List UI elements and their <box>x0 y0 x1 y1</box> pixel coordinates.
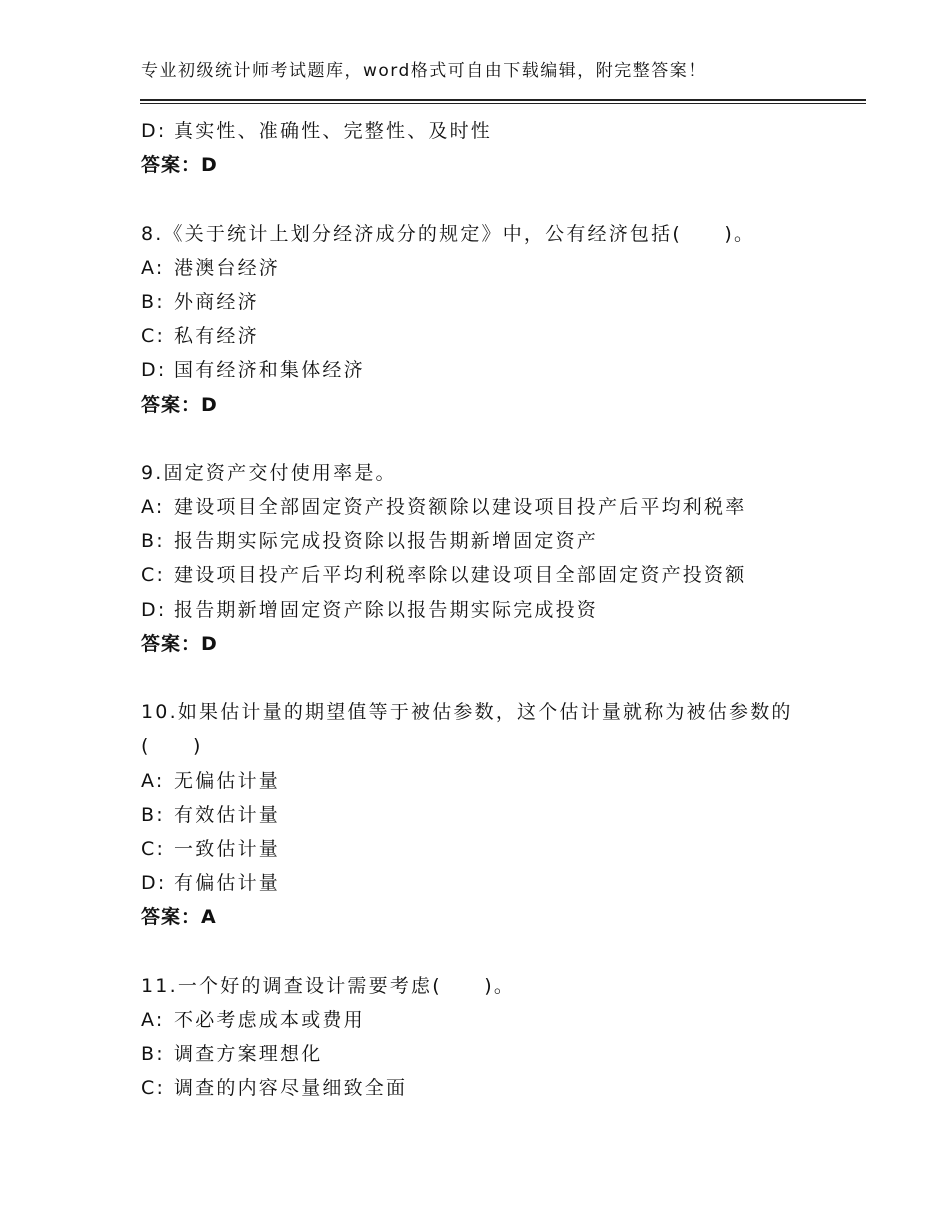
option-line <box>141 1037 841 1071</box>
option-text: 港澳台经济 <box>174 256 281 279</box>
option-key: D: <box>141 120 167 142</box>
spacer <box>141 182 841 216</box>
option-text: 报告期新增固定资产除以报告期实际完成投资 <box>174 598 599 621</box>
option-text: 国有经济和集体经济 <box>174 359 365 382</box>
answer-line: 答案：D <box>141 393 218 416</box>
option-line <box>141 524 841 558</box>
option-key: C: <box>141 325 166 348</box>
option-line <box>141 319 841 353</box>
option-text: 无偏估计量 <box>174 769 281 792</box>
option-line <box>141 866 841 900</box>
question-stem: 8.《关于统计上划分经济成分的规定》中，公有经济包括( )。 <box>141 222 756 245</box>
option-key: B: <box>141 290 165 313</box>
option-text: 私有经济 <box>174 325 259 348</box>
option-line <box>141 1003 841 1037</box>
option-key: B: <box>141 1043 165 1066</box>
question-list <box>141 114 841 1105</box>
question-stem: 10.如果估计量的期望值等于被估参数，这个估计量就称为被估参数的 <box>141 701 793 724</box>
option-text: 调查方案理想化 <box>174 1043 323 1066</box>
spacer <box>141 935 841 969</box>
option-text: 真实性、准确性、完整性、及时性 <box>174 120 493 142</box>
header-divider-thin <box>140 103 866 104</box>
option-key: D: <box>141 872 167 895</box>
question-stem-continued: ( ) <box>141 735 203 758</box>
question-stem: 11.一个好的调查设计需要考虑( )。 <box>141 974 516 997</box>
option-key: C: <box>141 564 166 587</box>
option-text: 有效估计量 <box>174 803 281 826</box>
option-line <box>141 558 841 592</box>
spacer <box>141 661 841 695</box>
option-line <box>141 593 841 627</box>
option-key: B: <box>141 530 165 553</box>
option-key: D: <box>141 359 167 382</box>
option-key: C: <box>141 1077 166 1100</box>
answer-line: 答案：D <box>141 154 218 177</box>
option-line <box>141 832 841 866</box>
answer-line: 答案：D <box>141 632 218 655</box>
option-text: 有偏估计量 <box>174 872 281 895</box>
option-key: A: <box>141 256 165 279</box>
question-stem: 9.固定资产交付使用率是。 <box>141 461 397 484</box>
option-line <box>141 490 841 524</box>
option-line <box>141 114 841 148</box>
option-text: 建设项目投产后平均利税率除以建设项目全部固定资产投资额 <box>174 564 747 587</box>
option-key: A: <box>141 1008 165 1031</box>
option-text: 调查的内容尽量细致全面 <box>174 1077 408 1100</box>
option-line <box>141 285 841 319</box>
option-line <box>141 764 841 798</box>
option-line <box>141 1071 841 1105</box>
option-key: B: <box>141 803 165 826</box>
option-text: 外商经济 <box>174 290 259 313</box>
option-line <box>141 353 841 387</box>
option-key: A: <box>141 496 165 519</box>
answer-line: 答案：A <box>141 906 217 929</box>
spacer <box>141 422 841 456</box>
option-key: A: <box>141 769 165 792</box>
option-text: 建设项目全部固定资产投资额除以建设项目投产后平均利税率 <box>174 496 747 519</box>
option-text: 不必考虑成本或费用 <box>174 1008 365 1031</box>
option-text: 一致估计量 <box>174 837 281 860</box>
page-header: 专业初级统计师考试题库，word格式可自由下载编辑，附完整答案！ <box>141 61 707 81</box>
header-divider-thick <box>140 99 866 101</box>
option-line <box>141 251 841 285</box>
option-text: 报告期实际完成投资除以报告期新增固定资产 <box>174 530 599 553</box>
option-key: C: <box>141 837 166 860</box>
option-line <box>141 798 841 832</box>
option-key: D: <box>141 598 167 621</box>
